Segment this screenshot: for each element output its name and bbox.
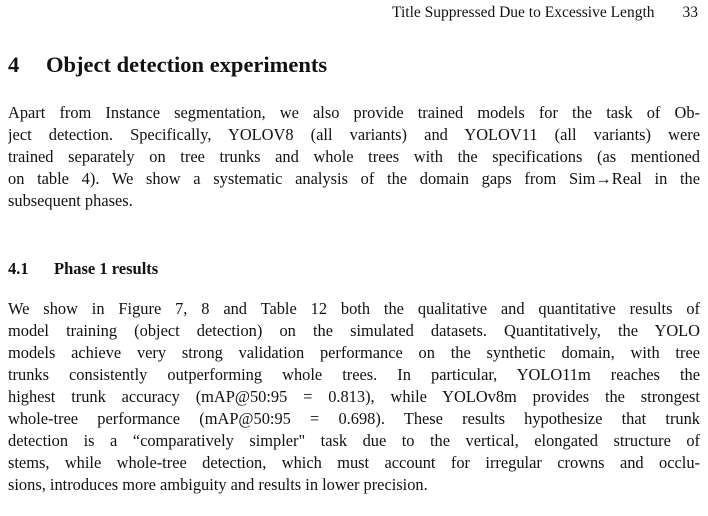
results-paragraph — [8, 298, 700, 496]
section-heading — [8, 50, 327, 80]
paragraph-line: We show in Figure 7, 8 and Table 12 both the qualitative and quantitative results of — [8, 299, 700, 318]
paragraph-line: models achieve very strong validation performance on the synthetic domain, with tree — [8, 343, 700, 362]
paragraph-line: model training (object detection) on the simulated datasets. Quantitatively, the YOLO — [8, 321, 700, 340]
paragraph-line: sions, introduces more ambiguity and results in lower precision. — [8, 475, 428, 494]
section-title: Object detection experiments — [46, 52, 328, 77]
paragraph-line: ject detection. Specifically, YOLOV8 (all variants) and YOLOV11 (all variants) were — [8, 125, 700, 144]
page-number: 33 — [682, 4, 698, 21]
section-number: 4 — [8, 52, 20, 77]
subsection-heading — [8, 258, 158, 280]
subsection-title: Phase 1 results — [54, 259, 159, 278]
running-head-title: Title Suppressed Due to Excessive Length — [392, 4, 655, 21]
running-head — [392, 3, 698, 23]
paragraph-line: highest trunk accuracy (mAP@50:95 = 0.813), while YOLOv8m provides the strongest — [8, 387, 700, 406]
paragraph-line: whole-tree performance (mAP@50:95 = 0.698). These results hypothesize that trunk — [8, 409, 700, 428]
paragraph-line: trained separately on tree trunks and whole trees with the specifications (as mentioned — [8, 147, 700, 166]
paragraph-line: Apart from Instance segmentation, we also provide trained models for the task of Ob- — [8, 103, 700, 122]
paragraph-line: stems, while whole-tree detection, which must account for irregular crowns and occlu- — [8, 453, 700, 472]
paragraph-line: trunks consistently outperforming whole trees. In particular, YOLO11m reaches the — [8, 365, 700, 384]
paragraph-line: on table 4). We show a systematic analysis of the domain gaps from Sim→Real in the — [8, 169, 700, 188]
subsection-number: 4.1 — [8, 259, 29, 278]
paragraph-line: subsequent phases. — [8, 191, 133, 210]
intro-paragraph — [8, 102, 700, 212]
paragraph-line: detection is a “comparatively simpler" task due to the vertical, elongated structure of — [8, 431, 700, 450]
